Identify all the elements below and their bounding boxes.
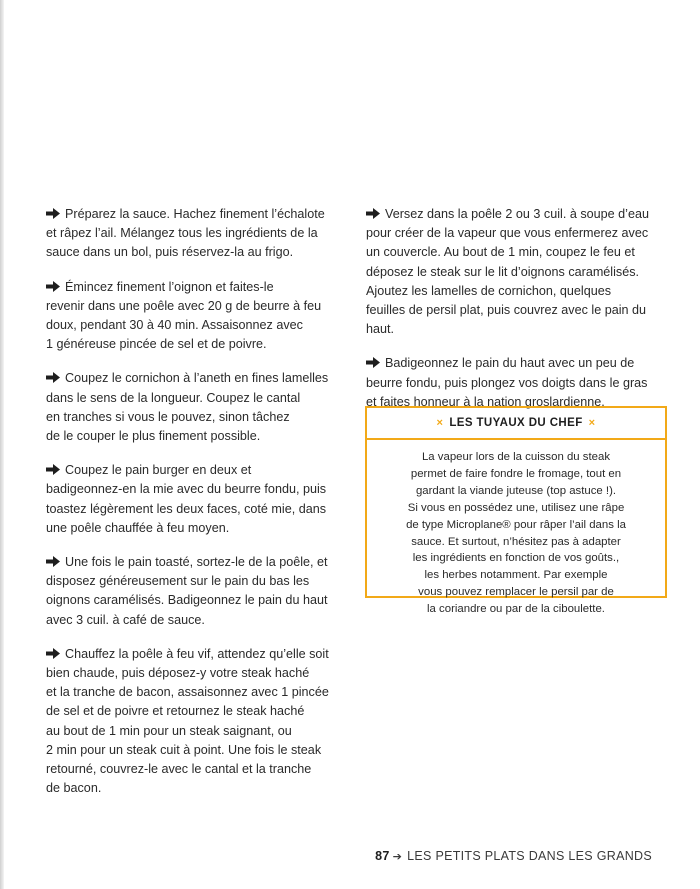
step-text: Versez dans la poêle 2 ou 3 cuil. à soupe d’eau pour créer de la vapeur que vous enfermerez avec un couvercle. Au bout de 1 min, coupez le feu et déposez le steak sur le lit d’oignons caramélisés. Ajoutez les lamelles de cornichon, quelques feuilles de persil plat, puis couvrez avec le pain du haut.	[366, 207, 649, 337]
step-text: Préparez la sauce. Hachez finement l’échalote et râpez l’ail. Mélangez tous les ingrédients de la sauce dans un bol, puis réservez-la au frigo.	[46, 207, 325, 260]
arrow-right-icon	[46, 646, 60, 657]
right-column	[366, 205, 656, 427]
step-8	[366, 354, 656, 412]
book-title: LES PETITS PLATS DANS LES GRANDS	[407, 849, 652, 863]
page-number: 87	[375, 849, 390, 863]
page-edge	[0, 0, 4, 889]
arrow-right-icon	[46, 206, 60, 217]
chef-tips-header	[367, 408, 665, 440]
arrow-right-icon	[46, 279, 60, 290]
arrow-right-icon	[46, 554, 60, 565]
arrow-right-icon	[46, 462, 60, 473]
cross-icon: ×	[588, 417, 596, 429]
arrow-right-icon	[366, 355, 380, 366]
step-7	[366, 205, 656, 339]
step-4	[46, 461, 346, 538]
step-1	[46, 205, 346, 263]
step-3	[46, 369, 346, 446]
step-text: Badigeonnez le pain du haut avec un peu de beurre fondu, puis plongez vos doigts dans le gras et faites honneur à la nation groslardienne.	[366, 356, 648, 409]
chef-tips-box	[365, 406, 667, 616]
arrow-right-icon	[366, 206, 380, 217]
step-text: Coupez le pain burger en deux et badigeonnez-en la mie avec du beurre fondu, puis toastez légèrement les deux faces, coté mie, dans une poêle chauffée à feu moyen.	[46, 463, 327, 535]
step-2	[46, 278, 346, 355]
cross-icon: ×	[436, 417, 444, 429]
left-column	[46, 205, 346, 813]
step-6	[46, 645, 346, 799]
arrow-right-icon: ➔	[392, 850, 403, 863]
step-text: Émincez finement l’oignon et faites-le revenir dans une poêle avec 20 g de beurre à feu doux, pendant 30 à 40 min. Assaisonnez avec 1 généreuse pincée de sel et de poivre.	[46, 279, 322, 352]
arrow-right-icon	[46, 370, 60, 381]
chef-tips-text: La vapeur lors de la cuisson du steak permet de faire fondre le fromage, tout en gardant la viande juteuse (top astuce !). Si vous en possédez une, utilisez une râpe de type Microplane® pour râper l’ail dans la sauce. Et surtout, n’hésitez pas à adapter les ingrédients en fonction de vos goûts., les herbes notamment. Par exemple vous pouvez remplacer le persil par de la coriandre ou par de la ciboulette.	[406, 451, 626, 616]
chef-tips-title: LES TUYAUX DU CHEF	[449, 417, 583, 429]
step-text: Coupez le cornichon à l’aneth en fines lamelles dans le sens de la longueur. Coupez le cantal en tranches si vous le pouvez, sinon tâchez de le couper le plus finement possible.	[46, 371, 329, 444]
page-footer	[375, 849, 652, 863]
step-5	[46, 553, 346, 630]
step-text: Une fois le pain toasté, sortez-le de la poêle, et disposez généreusement sur le pain du bas les oignons caramélisés. Badigeonnez le pain du haut avec 3 cuil. à café de sauce.	[46, 555, 328, 627]
step-text: Chauffez la poêle à feu vif, attendez qu’elle soit bien chaude, puis déposez-y votre steak haché et la tranche de bacon, assaisonnez avec 1 pincée de sel et de poivre et retournez le steak haché au bout de 1 min pour un steak saignant, ou 2 min pour un steak cuit à point. Une fois le steak retourné, couvrez-le avec le cantal et la tranche de bacon.	[46, 646, 329, 796]
